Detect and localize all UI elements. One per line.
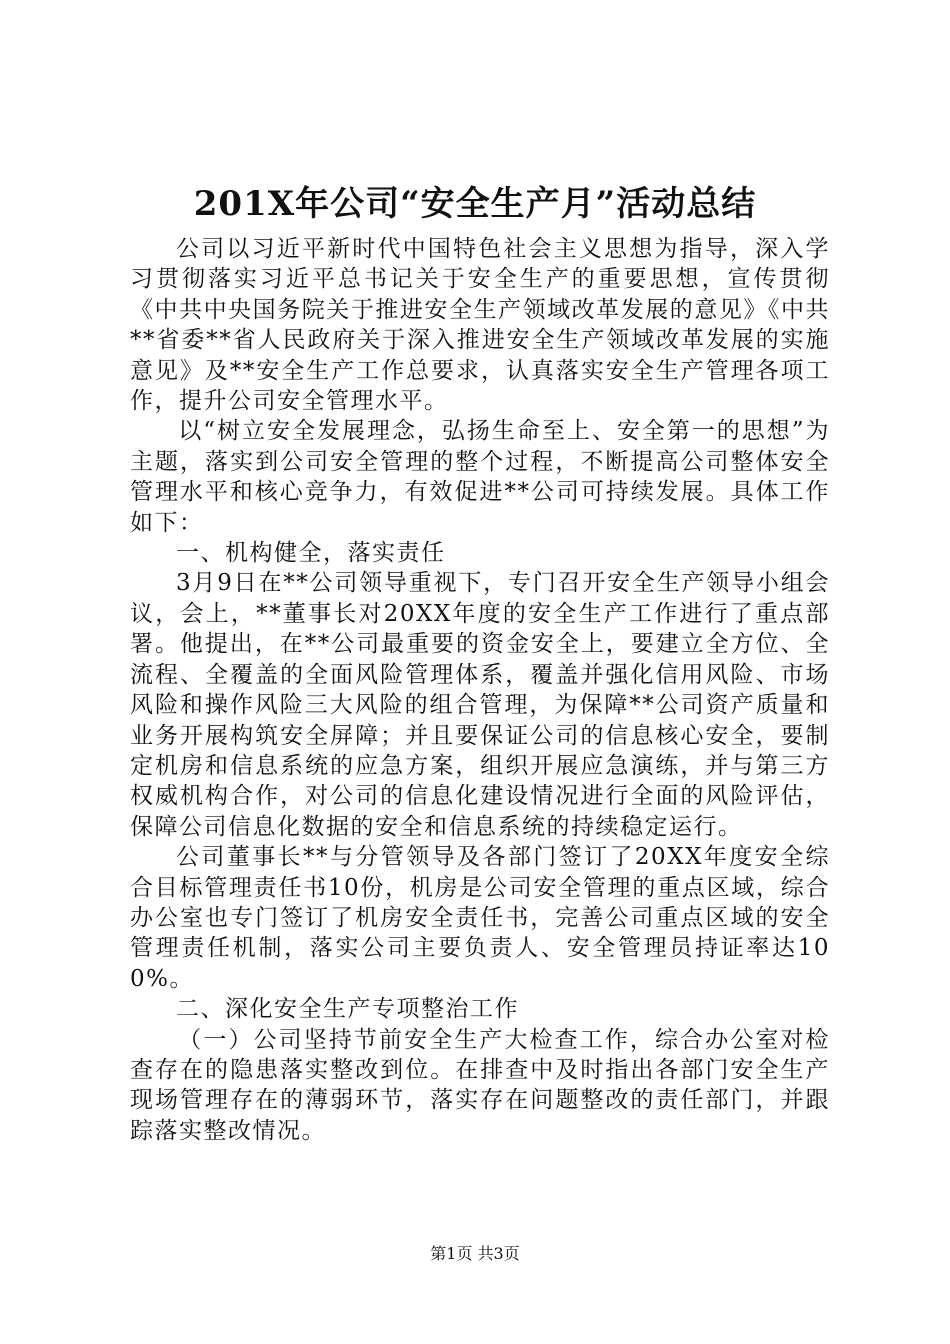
paragraph-intro: 公司以习近平新时代中国特色社会主义思想为指导，深入学习贯彻落实习近平总书记关于安全生产的重要思想，宣传贯彻《中共中央国务院关于推进安全生产领域改革发展的意见》《中共**省委**省人民政府关于深入推进安全生产领域改革发展的实施意见》及**安全生产工作总要求，认真落实安全生产管理各项工作，提升公司安全管理水平。: [130, 236, 830, 415]
paragraph-meeting: 3月9日在**公司领导重视下，专门召开安全生产领导小组会议，会上，**董事长对20XX年度的安全生产工作进行了重点部署。他提出，在**公司最重要的资金安全上，要建立全方位、全流程、全覆盖的全面风险管理体系，覆盖并强化信用风险、市场风险和操作风险三大风险的组合管理，为保障**公司资产质量和业务开展构筑安全屏障；并且要保证公司的信息核心安全，要制定机房和信息系统的应急方案，组织开展应急演练，并与第三方权威机构合作，对公司的信息化建设情况进行全面的风险评估，保障公司信息化数据的安全和信息系统的持续稳定运行。: [130, 570, 830, 840]
page-footer: 第1页 共3页: [430, 1244, 520, 1263]
document-title: 201X年公司“安全生产月”活动总结: [193, 184, 757, 224]
paragraph-inspection: （一）公司坚持节前安全生产大检查工作，综合办公室对检查存在的隐患落实整改到位。在排查中及时指出各部门安全生产现场管理存在的薄弱环节，落实存在问题整改的责任部门，并跟踪落实整改情况。: [130, 1026, 830, 1144]
document-body: [130, 234, 830, 1146]
section-heading-2: 二、深化安全生产专项整治工作: [176, 996, 519, 1023]
section-heading-1: 一、机构健全，落实责任: [176, 540, 446, 567]
paragraph-responsibility: 公司董事长**与分管领导及各部门签订了20XX年度安全综合目标管理责任书10份，机房是公司安全管理的重点区域，综合办公室也专门签订了机房安全责任书，完善公司重点区域的安全管理责任机制，落实公司主要负责人、安全管理员持证率达100%。: [130, 844, 830, 992]
paragraph-theme: 以“树立安全发展理念，弘扬生命至上、安全第一的思想”为主题，落实到公司安全管理的整个过程，不断提高公司整体安全管理水平和核心竞争力，有效促进**公司可持续发展。具体工作如下：: [130, 418, 830, 536]
